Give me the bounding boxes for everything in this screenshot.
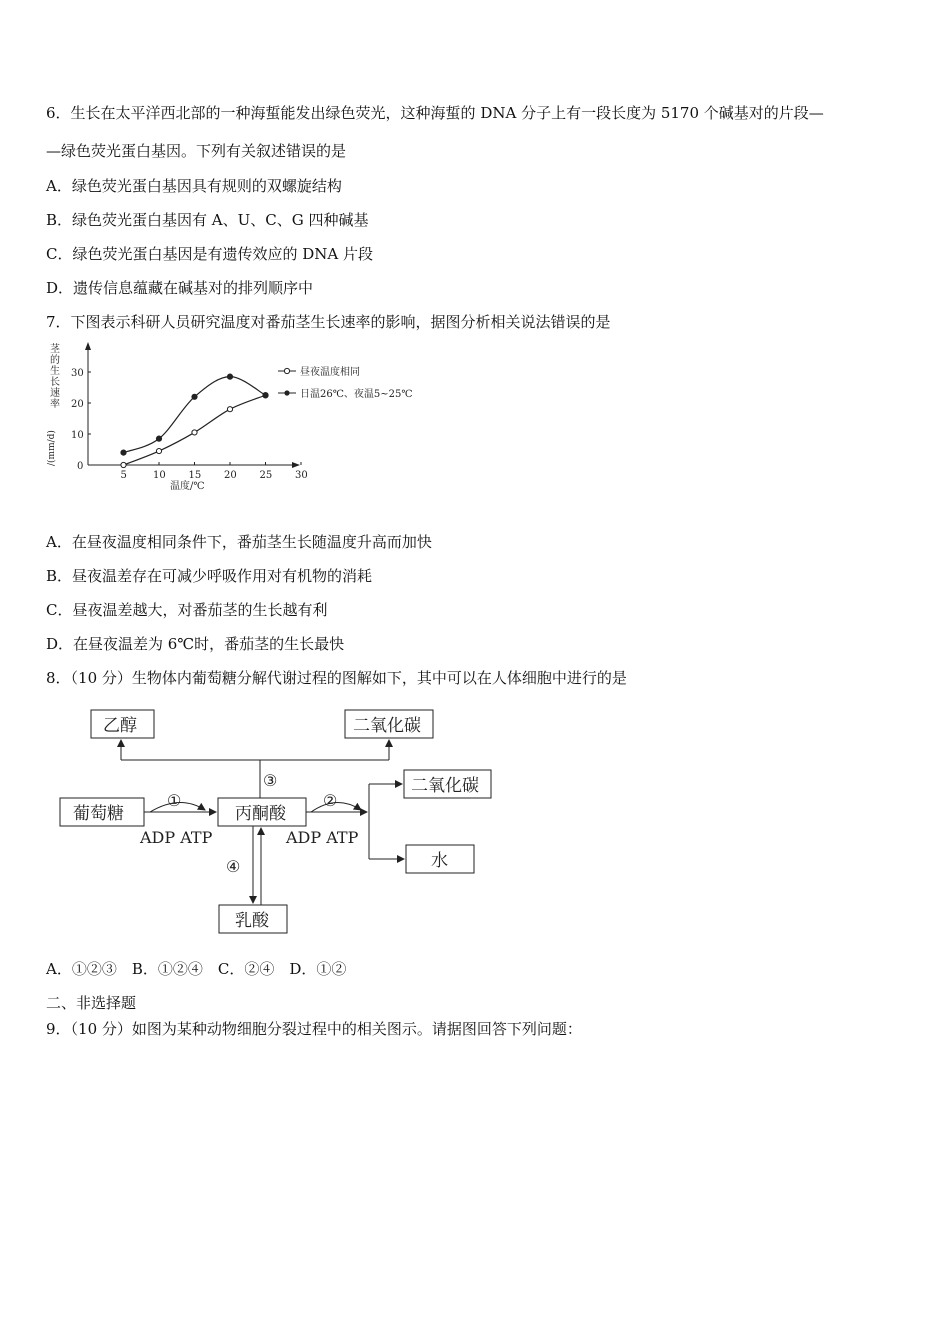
growth-rate-chart xyxy=(40,340,460,500)
step3-marker: ③ xyxy=(263,771,278,790)
step1-marker: ① xyxy=(167,791,182,810)
ethanol-label: 乙醇 xyxy=(103,716,137,736)
x-tick-label: 25 xyxy=(259,470,273,481)
y-tick-label: 10 xyxy=(71,430,84,441)
q6-option-b: B．绿色荧光蛋白基因有 A、U、C、G 四种碱基 xyxy=(46,211,369,229)
q8-stem: 8．（10 分）生物体内葡萄糖分解代谢过程的图解如下，其中可以在人体细胞中进行的是 xyxy=(46,669,627,687)
glucose-label: 葡萄糖 xyxy=(73,804,124,824)
legend-marker-1 xyxy=(284,368,289,373)
x-tick-label: 5 xyxy=(120,470,127,481)
q6-stem-line2: —绿色荧光蛋白基因。下列有关叙述错误的是 xyxy=(46,142,347,160)
adp-atp-1: ADP ATP xyxy=(140,828,213,847)
step2-marker: ② xyxy=(323,791,338,810)
co2-top-label: 二氧化碳 xyxy=(353,716,421,736)
y-tick-label: 30 xyxy=(71,368,84,379)
q8-options: A．①②③ B．①②④ C．②④ D．①② xyxy=(46,960,347,978)
data-point-series-2 xyxy=(227,374,232,379)
q7-stem: 7．下图表示科研人员研究温度对番茄茎生长速率的影响，据图分析相关说法错误的是 xyxy=(46,313,611,331)
step4-marker: ④ xyxy=(226,857,241,876)
q7-option-d: D．在昼夜温差为 6℃时，番茄茎的生长最快 xyxy=(46,635,345,653)
q9-stem: 9．（10 分）如图为某种动物细胞分裂过程中的相关图示。请据图回答下列问题： xyxy=(46,1020,582,1038)
y-tick-label: 20 xyxy=(71,399,84,410)
chart-ylabel-unit: /(mm/d) xyxy=(47,430,57,466)
x-tick-label: 20 xyxy=(224,470,237,481)
legend-label-1: 昼夜温度相同 xyxy=(300,367,360,378)
chart-ylabel: 茎的生长速率 xyxy=(50,344,60,410)
section-heading: 二、非选择题 xyxy=(46,994,137,1012)
adp-atp-2: ADP ATP xyxy=(286,828,359,847)
data-point-series-1 xyxy=(121,462,126,467)
data-point-series-1 xyxy=(227,407,232,412)
y-axis-arrow xyxy=(85,342,91,350)
legend-marker-2 xyxy=(284,390,289,395)
data-point-series-2 xyxy=(192,394,197,399)
q6-stem-line1: 6．生长在太平洋西北部的一种海蜇能发出绿色荧光，这种海蜇的 DNA 分子上有一段长度为 5170 个碱基对的片段— xyxy=(46,104,824,122)
q6-option-d: D．遗传信息蕴藏在碱基对的排列顺序中 xyxy=(46,279,314,297)
q7-option-c: C．昼夜温差越大，对番茄茎的生长越有利 xyxy=(46,601,328,619)
data-point-series-1 xyxy=(156,448,161,453)
q6-option-a: A．绿色荧光蛋白基因具有规则的双螺旋结构 xyxy=(46,177,342,195)
x-axis-arrow xyxy=(292,462,300,468)
y-tick-label: 0 xyxy=(77,461,84,472)
co2-right-label: 二氧化碳 xyxy=(411,776,479,796)
legend-label-2: 日温26℃、夜温5~25℃ xyxy=(300,389,413,400)
lactate-label: 乳酸 xyxy=(235,911,269,931)
pyruvate-label: 丙酮酸 xyxy=(235,804,286,824)
chart-xlabel: 温度/℃ xyxy=(170,481,205,492)
x-tick-label: 10 xyxy=(153,470,166,481)
data-point-series-2 xyxy=(121,450,126,455)
data-point-series-1 xyxy=(192,430,197,435)
q7-option-a: A．在昼夜温度相同条件下，番茄茎生长随温度升高而加快 xyxy=(46,533,432,551)
q6-option-c: C．绿色荧光蛋白基因是有遗传效应的 DNA 片段 xyxy=(46,245,373,263)
x-tick-label: 30 xyxy=(295,470,308,481)
data-point-series-2 xyxy=(156,436,161,441)
x-tick-label: 15 xyxy=(188,470,202,481)
glucose-metabolism-diagram xyxy=(55,700,515,940)
series-line-2 xyxy=(124,377,266,453)
data-point-series-2 xyxy=(263,393,268,398)
water-label: 水 xyxy=(431,851,448,871)
q7-option-b: B．昼夜温差存在可减少呼吸作用对有机物的消耗 xyxy=(46,567,373,585)
